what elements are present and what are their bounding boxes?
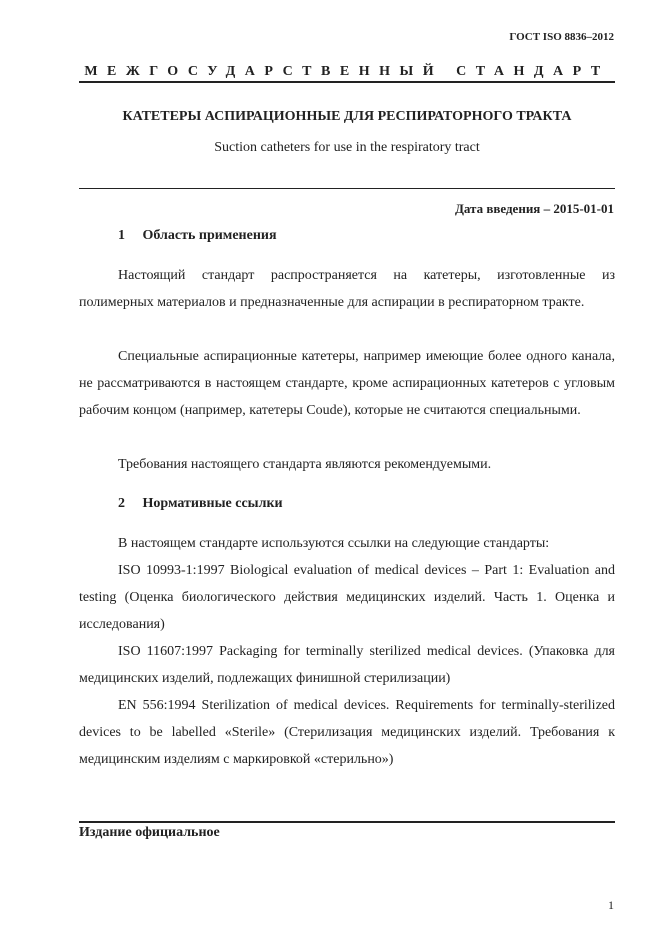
introduction-date: Дата введения – 2015-01-01 — [454, 201, 614, 216]
reference-item: ISO 11607:1997 Packaging for terminally sterilized medical devices. (Упаковка для медицинских изделий, подлежащих финишной стерилизации) — [79, 644, 615, 686]
section-title: Область применения — [142, 228, 277, 243]
document-id: ГОСТ ISO 8836–2012 — [509, 31, 614, 43]
paragraph: В настоящем стандарте используются ссылки на следующие стандарты: — [118, 536, 550, 551]
document-title-ru: КАТЕТЕРЫ АСПИРАЦИОННЫЕ ДЛЯ РЕСПИРАТОРНОГО ТРАКТА — [122, 109, 572, 124]
paragraph: Специальные аспирационные катетеры, например имеющие более одного канала, не рассматриваются в настоящем стандарте, кроме аспирационных катетеров с угловым рабочим концом (например, катетеры Coude), которые не считаются специальными. — [79, 349, 615, 418]
footer-rule — [79, 821, 615, 823]
section-heading-scope — [118, 228, 277, 244]
section-number: 1 — [118, 228, 125, 243]
official-edition-label: Издание официальное — [79, 825, 220, 840]
section-number: 2 — [118, 496, 125, 511]
title-rule — [79, 188, 615, 189]
reference-item: EN 556:1994 Sterilization of medical devices. Requirements for terminally-sterilized devices to be labelled «Sterile» (Стерилизация медицинских изделий. Требования к медицинским изделиям с маркировкой «стерильно») — [79, 698, 615, 767]
interstate-standard-heading: МЕЖГОСУДАРСТВЕННЫЙ СТАНДАРТ — [84, 64, 610, 79]
header-rule — [79, 81, 615, 83]
document-title-en: Suction catheters for use in the respiratory tract — [214, 140, 480, 155]
reference-item: ISO 10993-1:1997 Biological evaluation of medical devices – Part 1: Evaluation and testing (Оценка биологического действия медицинских изделий. Часть 1. Оценка и исследования) — [79, 563, 615, 632]
page-number: 1 — [608, 898, 614, 912]
section-heading-references — [118, 496, 283, 512]
section-title: Нормативные ссылки — [142, 496, 283, 511]
paragraph: Настоящий стандарт распространяется на катетеры, изготовленные из полимерных материалов и предназначенные для аспирации в респираторном тракте. — [79, 268, 615, 310]
paragraph: Требования настоящего стандарта являются рекомендуемыми. — [118, 457, 492, 472]
